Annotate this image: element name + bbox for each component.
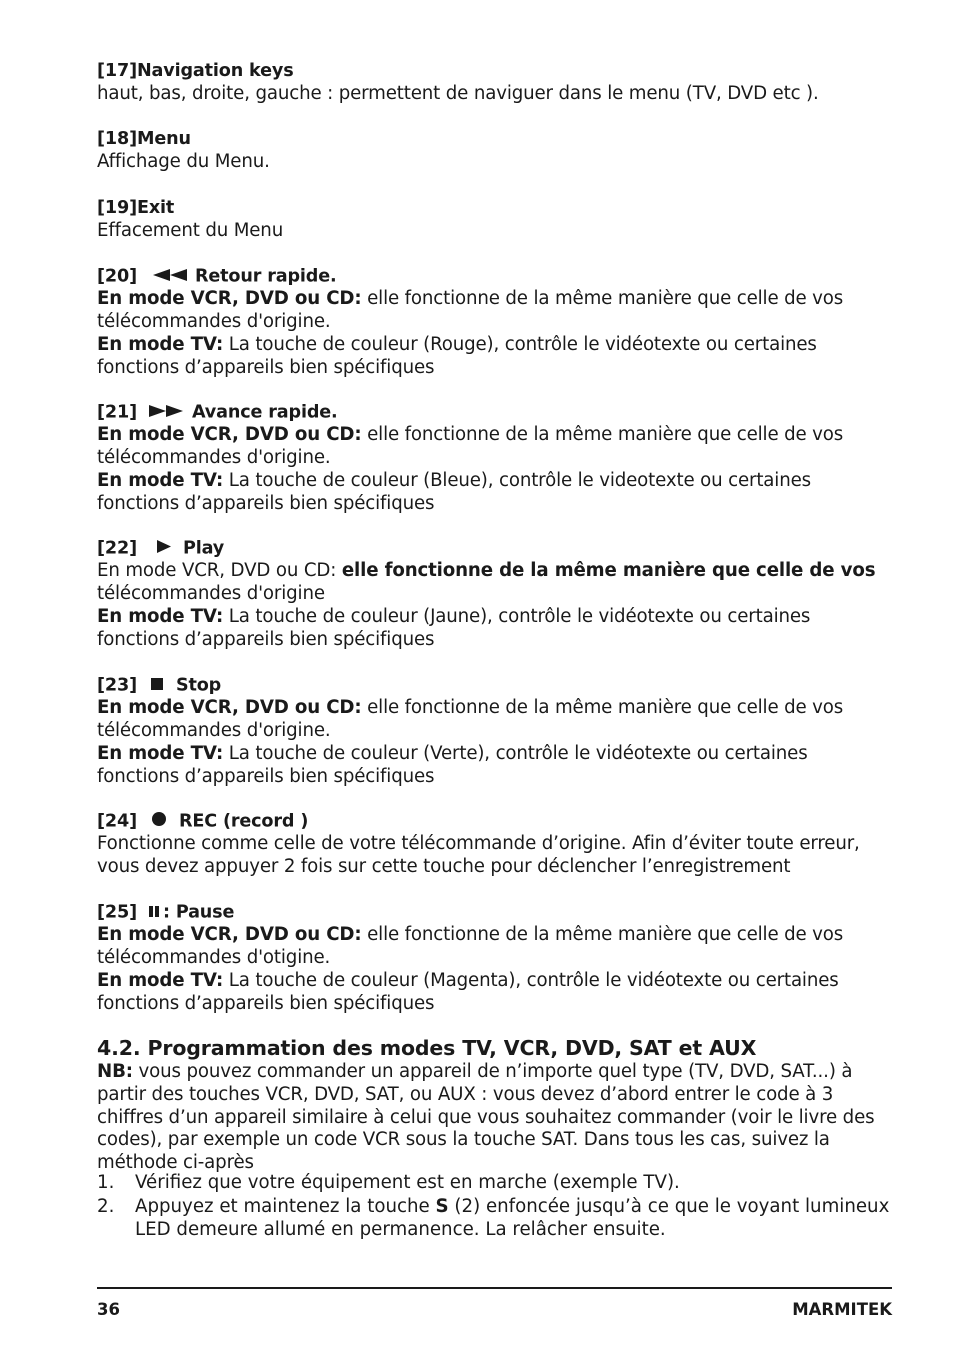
mode-label: En mode TV: — [97, 469, 224, 491]
section-number: [18] — [97, 129, 137, 149]
list-item-bold: S — [435, 1196, 449, 1217]
mode-text: elle fonctionne de la même manière que celle de vos télécommandes d'origine. — [97, 424, 844, 468]
mode-label: En mode VCR, DVD ou CD: — [97, 924, 362, 946]
rewind-icon — [153, 265, 187, 288]
section-title: Play — [182, 538, 225, 559]
mode-text: La touche de couleur (Jaune), contrôle le vidéotexte ou certaines fonctions d’appareils bien spécifiques — [97, 605, 811, 650]
section-18 — [97, 128, 892, 174]
mode-label: En mode TV: — [97, 605, 224, 627]
section-number: [19] — [97, 198, 137, 218]
section-title: Retour rapide. — [194, 266, 337, 287]
steps-list — [97, 1171, 892, 1242]
section-number: [17] — [97, 61, 137, 81]
mode-label: En mode VCR, DVD ou CD: — [97, 288, 362, 310]
list-item-number: 2. — [97, 1196, 115, 1217]
mode-label: En mode TV: — [97, 742, 224, 764]
list-item — [97, 1171, 892, 1194]
section-text: Effacement du Menu — [97, 219, 284, 241]
section-19 — [97, 197, 892, 243]
section-title: Menu — [136, 129, 191, 149]
section-text: Affichage du Menu. — [97, 150, 270, 172]
section-17 — [97, 60, 892, 106]
stop-icon — [151, 674, 163, 697]
nb-text: vous pouvez commander un appareil de n’importe quel type (TV, DVD, SAT...) à partir des touches VCR, DVD, SAT, ou AUX : vous devez d’abord entrer le code à 3 chiffres d’un appareil similaire à celui que vous souhaitez commander (voir le livre des codes), par exemple un code VCR sous la touche SAT. Dans tous les cas, suivez la méthode ci-après — [97, 1061, 875, 1174]
mode-text: La touche de couleur (Rouge), contrôle le vidéotexte ou certaines fonctions d’appareils bien spécifiques — [97, 333, 817, 378]
mode-label: En mode VCR, DVD ou CD: — [97, 697, 362, 719]
section-title: REC (record ) — [178, 811, 309, 832]
list-item-text: Appuyez et maintenez la touche — [135, 1196, 436, 1217]
mode-label: En mode VCR, DVD ou CD: — [97, 424, 362, 446]
list-item-number: 1. — [97, 1172, 115, 1193]
mode-bold-text: elle fonctionne de la même manière que celle de vos — [341, 560, 876, 582]
section-number: [23] — [97, 675, 137, 696]
section-text: Fonctionne comme celle de votre télécommande d’origine. Afin d’éviter toute erreur, vous devez appuyer 2 fois sur cette touche pour déclencher l’enregistrement — [97, 833, 860, 877]
footer-divider — [97, 1287, 892, 1289]
section-number: [21] — [97, 402, 137, 423]
mode-text: La touche de couleur (Verte), contrôle le vidéotexte ou certaines fonctions d’appareils bien spécifiques — [97, 742, 808, 787]
list-item-text: Vérifiez que votre équipement est en marche (exemple TV). — [135, 1172, 680, 1193]
brand-name: MARMITEK — [792, 1300, 892, 1319]
section-number: [25] — [97, 902, 137, 923]
mode-text: télécommandes d'origine — [97, 583, 325, 604]
section-title: Exit — [136, 198, 175, 218]
section-24 — [97, 810, 892, 879]
section-22 — [97, 537, 892, 651]
pause-icon — [149, 901, 159, 924]
mode-text: elle fonctionne de la même manière que celle de vos télécommandes d'origine. — [97, 697, 844, 741]
page-number: 36 — [97, 1300, 120, 1319]
mode-text: elle fonctionne de la même manière que celle de vos télécommandes d'origine. — [97, 288, 844, 332]
section-title: Avance rapide. — [191, 402, 338, 423]
section-21 — [97, 401, 892, 515]
list-item — [97, 1195, 892, 1241]
mode-text: La touche de couleur (Bleue), contrôle le videotexte ou certaines fonctions d’appareils bien spécifiques — [97, 469, 811, 514]
section-number: [24] — [97, 811, 137, 832]
section-text: haut, bas, droite, gauche : permettent de naviguer dans le menu (TV, DVD etc ). — [97, 82, 819, 104]
section-title: Stop — [175, 675, 222, 696]
list-item-text: (2) enfoncée jusqu’à ce que le voyant lumineux LED demeure allumé en permanence. La relâcher ensuite. — [135, 1196, 890, 1240]
play-icon — [157, 537, 171, 560]
record-icon — [152, 810, 166, 833]
section-title: : Pause — [162, 902, 235, 923]
mode-label: En mode TV: — [97, 969, 224, 991]
fast-forward-icon — [149, 401, 183, 424]
section-number: [22] — [97, 538, 137, 559]
mode-label: En mode VCR, DVD ou CD: — [97, 560, 342, 582]
mode-text: elle fonctionne de la même manière que celle de vos télécommandes d'otigine. — [97, 924, 844, 968]
section-number: [20] — [97, 266, 137, 287]
mode-text: La touche de couleur (Magenta), contrôle le vidéotexte ou certaines fonctions d’appareils bien spécifiques — [97, 969, 839, 1014]
section-25 — [97, 901, 892, 1015]
section-title: Navigation keys — [136, 61, 294, 81]
section-heading: 4.2. Programmation des modes TV, VCR, DVD, SAT et AUX — [97, 1036, 757, 1060]
section-23 — [97, 674, 892, 788]
section-20 — [97, 265, 892, 379]
mode-label: En mode TV: — [97, 333, 224, 355]
section-4-2 — [97, 1035, 892, 1175]
nb-label: NB: — [97, 1061, 133, 1082]
